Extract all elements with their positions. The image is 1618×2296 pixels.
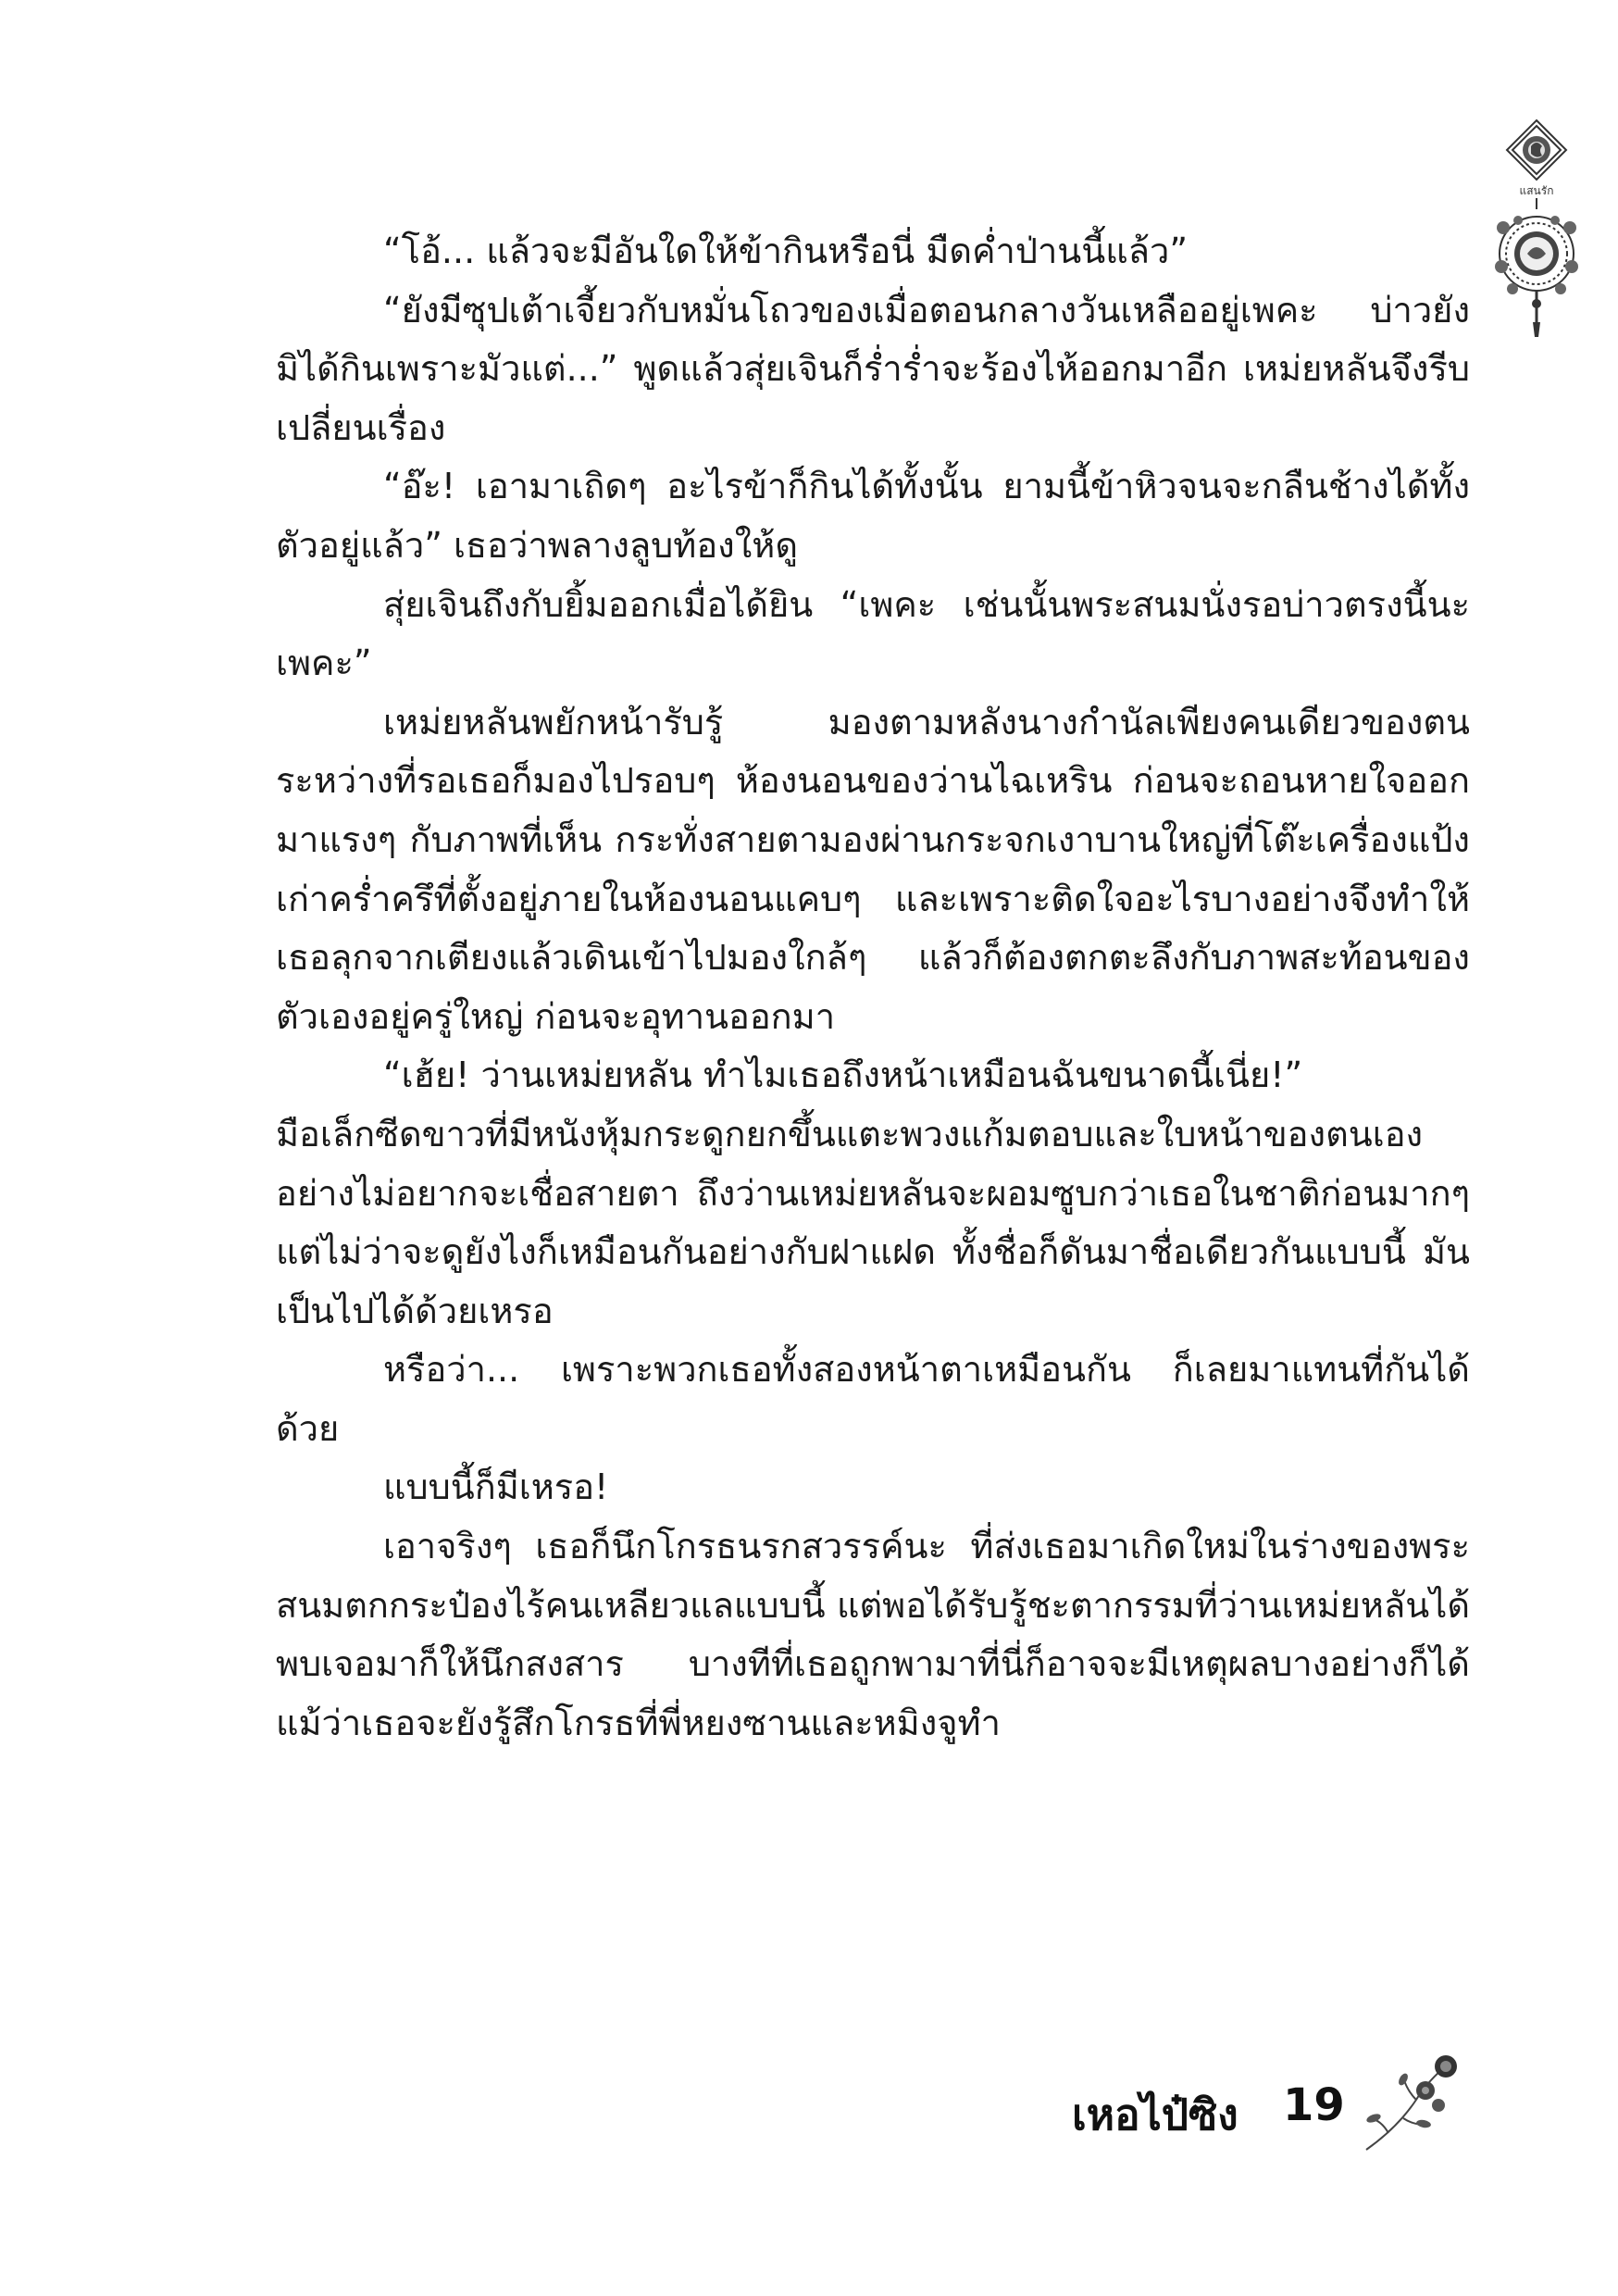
book-title: เหอไป๋ซิง xyxy=(1072,2090,1238,2140)
page-number: 19 xyxy=(1283,2079,1345,2131)
paragraph: “ยังมีซุปเต้าเจี้ยวกับหมั่นโถวของเมื่อตอนกลางวันเหลืออยู่เพคะ บ่าวยังมิได้กินเพราะมัวแต่...” พูดแล้วสุ่ยเจินก็ร่ำร่ำจะร้องไห้ออกมาอีก เหม่ยหลันจึงรีบเปลี่ยนเรื่อง xyxy=(276,289,1470,448)
body-text xyxy=(276,222,1470,1753)
emblem-label: แสนรัก xyxy=(1519,184,1554,197)
paragraph: แบบนี้ก็มีเหรอ! xyxy=(383,1466,609,1508)
paragraph: “อ๊ะ! เอามาเถิดๆ อะไรข้าก็กินได้ทั้งนั้น ยามนี้ข้าหิวจนจะกลืนช้างได้ทั้งตัวอยู่แล้ว” เธอว่าพลางลูบท้องให้ดู xyxy=(276,466,1470,566)
paragraph: “โอ้... แล้วจะมีอันใดให้ข้ากินหรือนี่ มืดค่ำป่านนี้แล้ว” xyxy=(383,231,1189,271)
paragraph: “เฮ้ย! ว่านเหม่ยหลัน ทำไมเธอถึงหน้าเหมือนฉันขนาดนี้เนี่ย!” xyxy=(383,1054,1303,1096)
paragraph: สุ่ยเจินถึงกับยิ้มออกเมื่อได้ยิน “เพคะ เช่นนั้นพระสนมนั่งรอบ่าวตรงนี้นะเพคะ” xyxy=(276,583,1470,684)
paragraph: เอาจริงๆ เธอก็นึกโกรธนรกสวรรค์นะ ที่ส่งเธอมาเกิดใหม่ในร่างของพระสนมตกกระป๋องไร้คนเหลียวแลแบบนี้ แต่พอได้รับรู้ชะตากรรมที่ว่านเหม่ยหลันได้พบเจอมาก็ให้นึกสงสาร บางทีที่เธอถูกพามาที่นี่ก็อาจจะมีเหตุผลบางอย่างก็ได้ แม้ว่าเธอจะยังรู้สึกโกรธที่พี่หยงซานและหมิงจูทำ xyxy=(276,1526,1470,1743)
paragraph: เหม่ยหลันพยักหน้ารับรู้ มองตามหลังนางกำนัลเพียงคนเดียวของตน ระหว่างที่รอเธอก็มองไปรอบๆ ห้องนอนของว่านไฉเหริน ก่อนจะถอนหายใจออกมาแรงๆ กับภาพที่เห็น กระทั่งสายตามองผ่านกระจกเงาบานใหญ่ที่โต๊ะเครื่องแป้งเก่าคร่ำครึที่ตั้งอยู่ภายในห้องนอนแคบๆ และเพราะติดใจอะไรบางอย่างจึงทำให้เธอลุกจากเตียงแล้วเดินเข้าไปมองใกล้ๆ แล้วก็ต้องตกตะลึงกับภาพสะท้อนของตัวเองอยู่ครู่ใหญ่ ก่อนจะอุทานออกมา xyxy=(276,701,1470,1037)
paragraph: มือเล็กซีดขาวที่มีหนังหุ้มกระดูกยกขึ้นแตะพวงแก้มตอบและใบหน้าของตนเองอย่างไม่อยากจะเชื่อสายตา ถึงว่านเหม่ยหลันจะผอมซูบกว่าเธอในชาติก่อนมากๆ แต่ไม่ว่าจะดูยังไงก็เหมือนกันอย่างกับฝาแฝด ทั้งชื่อก็ดันมาชื่อเดียวกันแบบนี้ มันเป็นไปได้ด้วยเหรอ xyxy=(276,1113,1470,1331)
publisher-emblem-icon xyxy=(1490,119,1583,341)
paragraph: หรือว่า... เพราะพวกเธอทั้งสองหน้าตาเหมือนกัน ก็เลยมาแทนที่กันได้ด้วย xyxy=(276,1349,1470,1449)
flower-branch-icon xyxy=(1361,2053,1462,2155)
